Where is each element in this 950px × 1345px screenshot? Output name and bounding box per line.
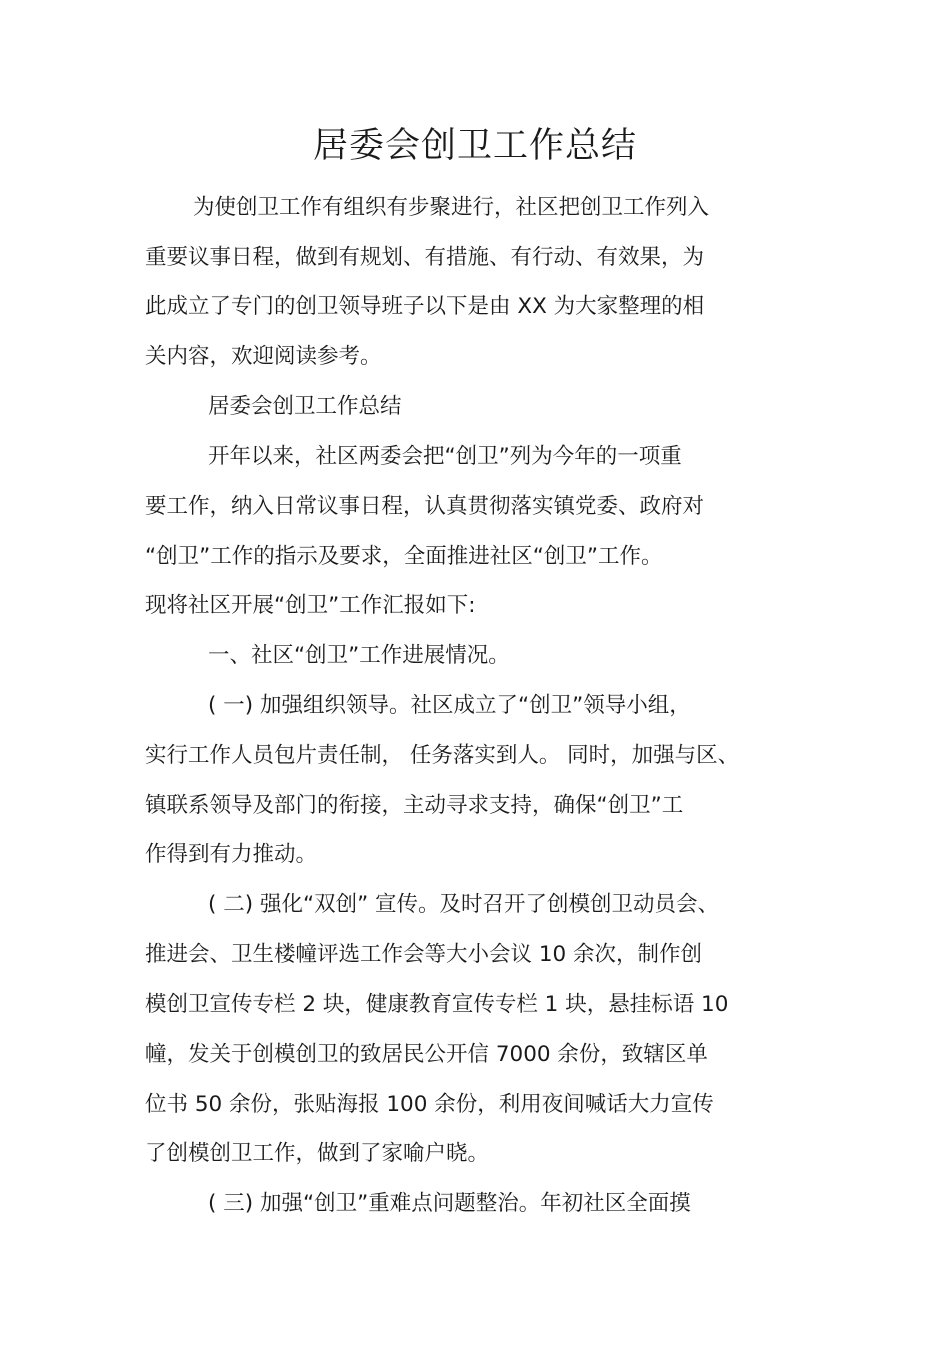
body-line: 位书 50 余份，张贴海报 100 余份，利用夜间喊话大力宣传 <box>145 1092 714 1117</box>
body-line: 现将社区开展“创卫”工作汇报如下: <box>145 593 476 618</box>
body-line: 推进会、卫生楼幢评选工作会等大小会议 10 余次，制作创 <box>145 942 703 967</box>
body-line: 重要议事日程，做到有规划、有措施、有行动、有效果，为 <box>145 245 705 270</box>
body-line: ( 二) 强化“双创” 宣传。及时召开了创模创卫动员会、 <box>208 892 720 917</box>
body-line: “创卫”工作的指示及要求，全面推进社区“创卫”工作。 <box>145 544 663 569</box>
section-heading: 一、社区“创卫”工作进展情况。 <box>208 643 510 668</box>
body-line: 开年以来，社区两委会把“创卫”列为今年的一项重 <box>208 444 682 469</box>
body-line: 幢，发关于创模创卫的致居民公开信 7000 余份，致辖区单 <box>145 1042 708 1067</box>
body-line: 为使创卫工作有组织有步聚进行，社区把创卫工作列入 <box>193 195 710 220</box>
section-heading: 居委会创卫工作总结 <box>208 394 402 419</box>
document-title: 居委会创卫工作总结 <box>312 126 637 166</box>
body-line: 要工作，纳入日常议事日程，认真贯彻落实镇党委、政府对 <box>145 494 705 519</box>
body-line: ( 三) 加强“创卫”重难点问题整治。年初社区全面摸 <box>208 1191 691 1216</box>
body-line: 了创模创卫工作，做到了家喻户晓。 <box>145 1141 490 1166</box>
body-line: 模创卫宣传专栏 2 块，健康教育宣传专栏 1 块，悬挂标语 10 <box>145 992 729 1017</box>
body-line: 镇联系领导及部门的衔接，主动寻求支持，确保“创卫”工 <box>145 793 684 818</box>
body-line: 关内容，欢迎阅读参考。 <box>145 344 382 369</box>
body-line: 实行工作人员包片责任制， 任务落实到人。 同时，加强与区、 <box>145 743 740 768</box>
body-line: 作得到有力推动。 <box>145 842 318 867</box>
body-line: 此成立了专门的创卫领导班子以下是由 XX 为大家整理的相 <box>145 294 705 319</box>
body-line: ( 一) 加强组织领导。社区成立了“创卫”领导小组， <box>208 693 691 718</box>
